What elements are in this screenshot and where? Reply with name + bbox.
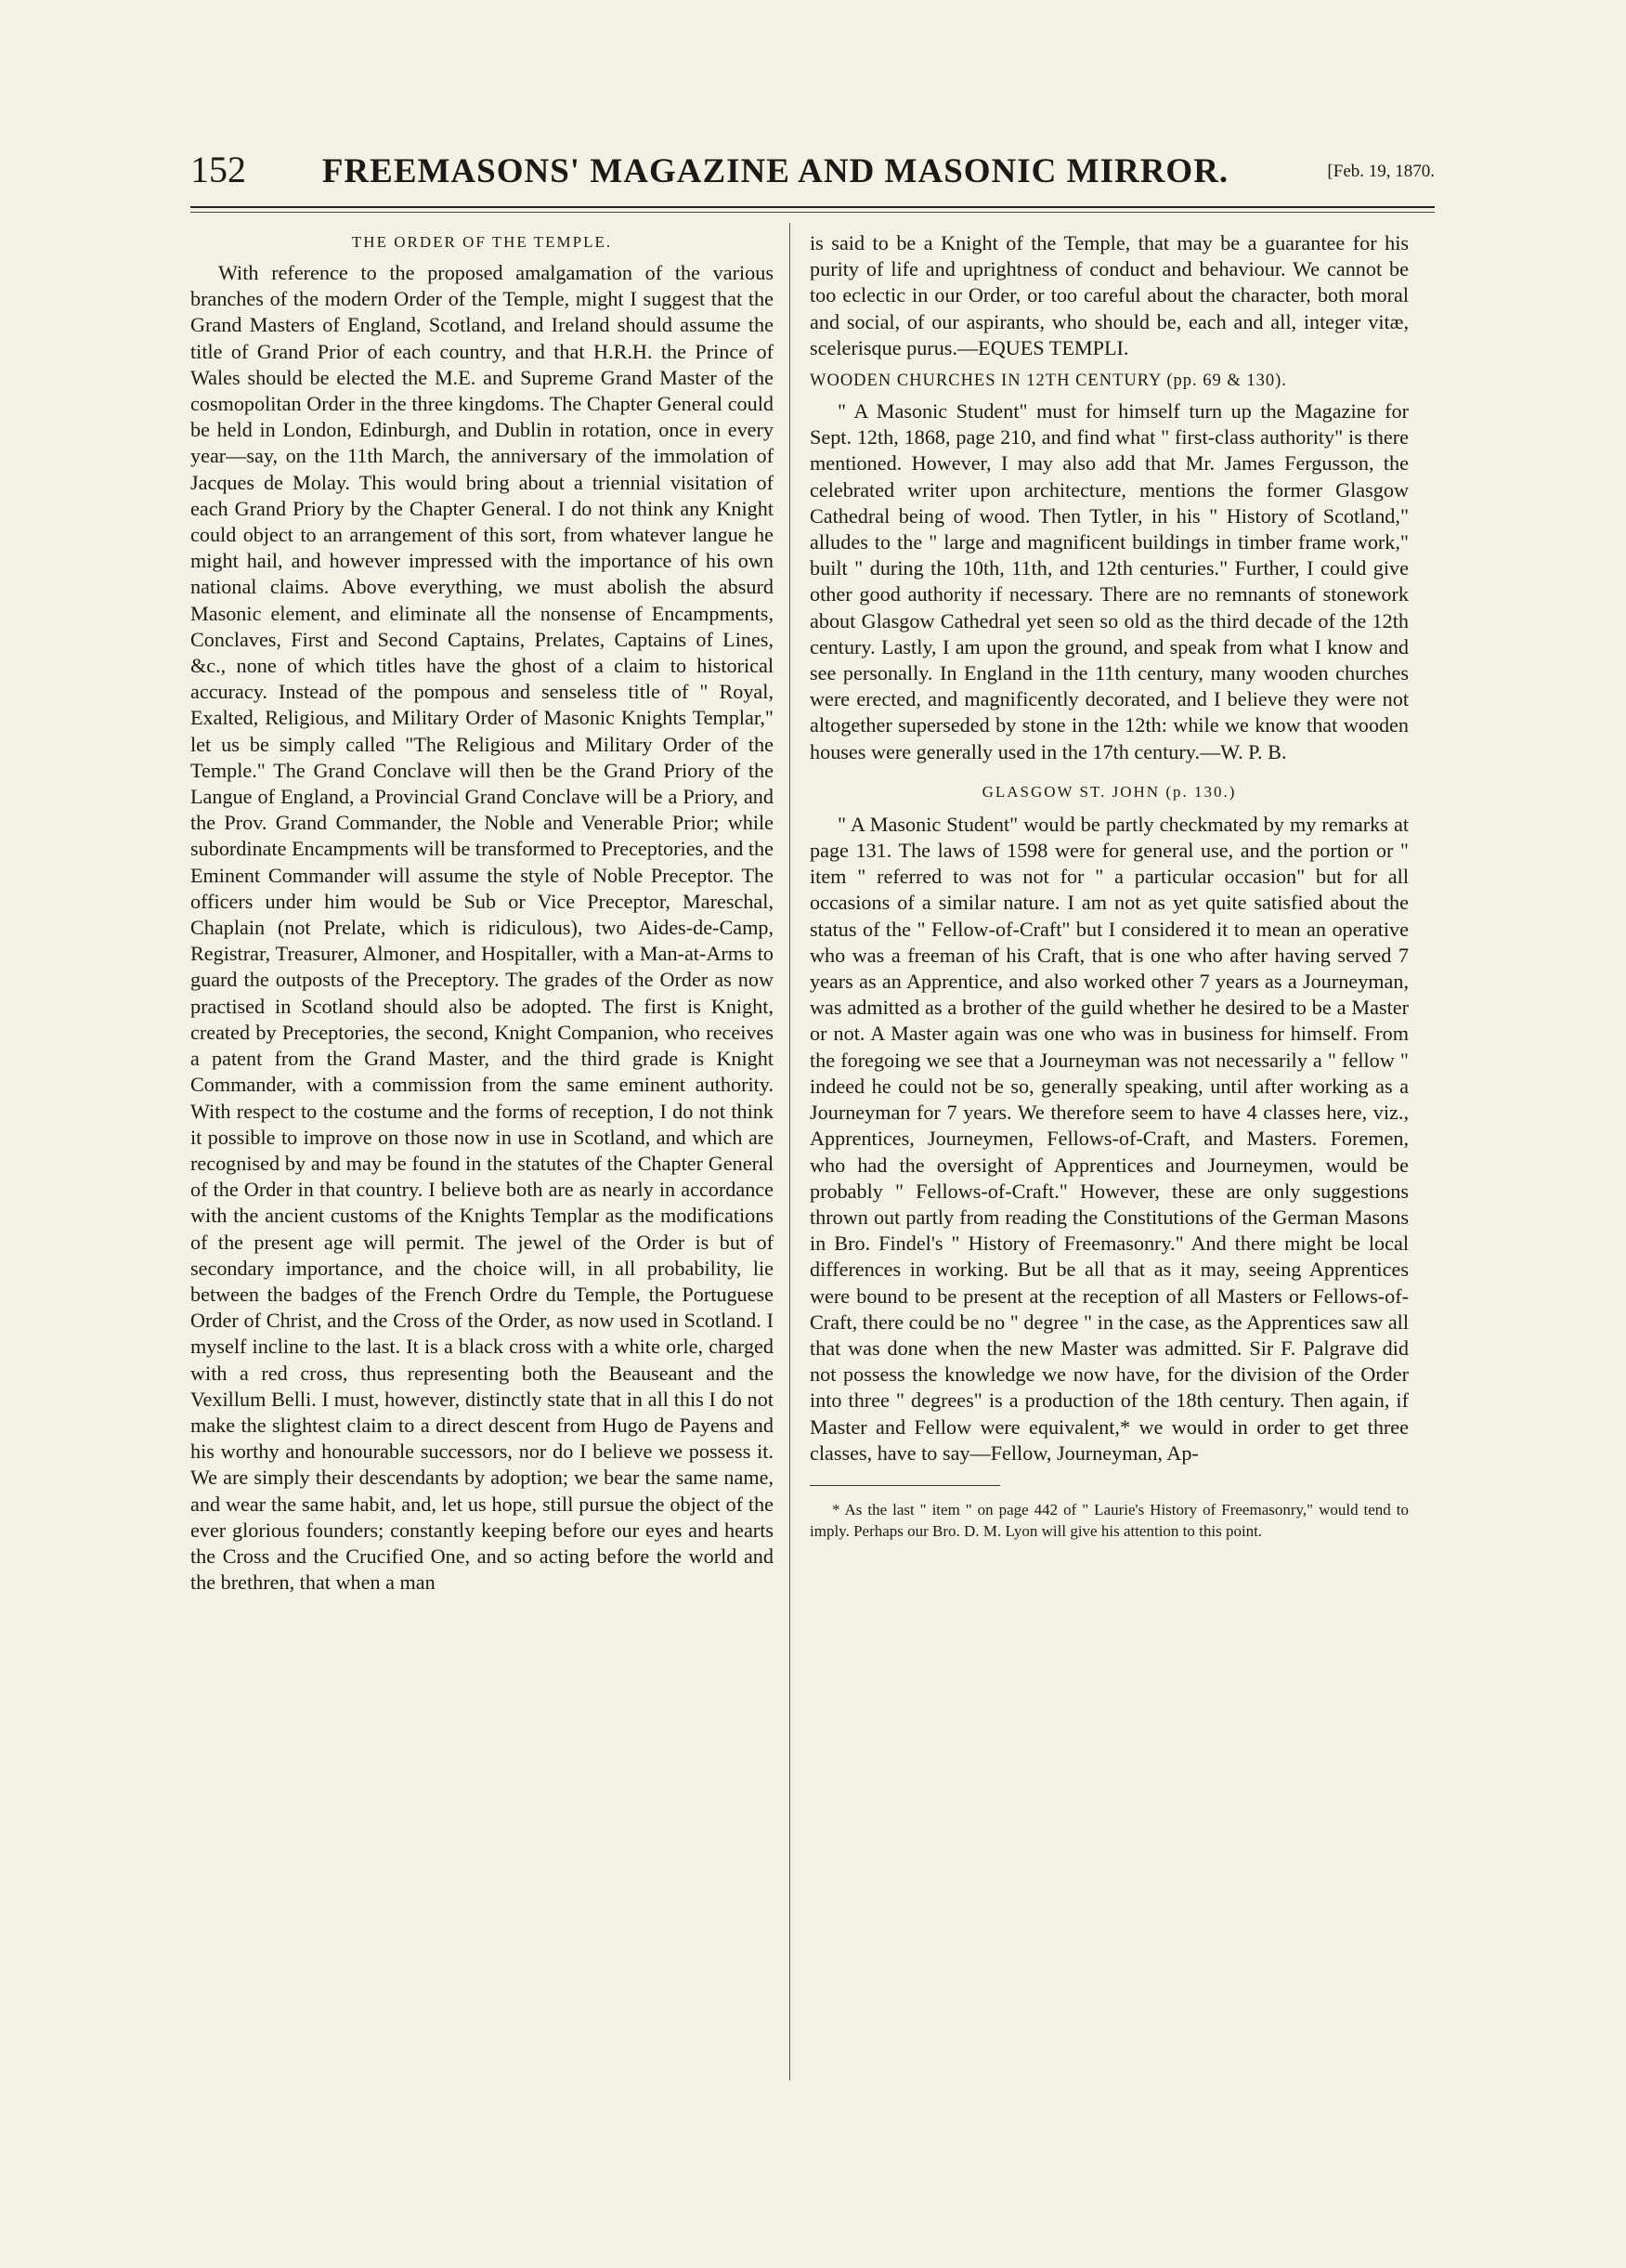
header-rule-thin xyxy=(190,212,1435,213)
footnote: * As the last " item " on page 442 of " Laurie's History of Freemasonry," would tend to imply. Perhaps our Bro. D. M. Lyon will give his attention to this point. xyxy=(810,1500,1409,1540)
article-body-order-of-temple: With reference to the proposed amalgamation of the various branches of the modern Order of the Temple, might I suggest that the Grand Masters of England, Scotland, and Ireland should assume the title of Grand Prior of each country, and that H.R.H. the Prince of Wales should be elected the M.E. and Supreme Grand Master of the cosmopolitan Order in the three kingdoms. The Chapter General could be held in London, Edinburgh, and Dublin in rotation, once in every year—say, on the 11th March, the anniversary of the immolation of Jacques de Molay. This would bring about a triennial visitation of each Grand Priory by the Chapter General. I do not think any Knight could object to an arrangement of this sort, from whatever langue he might hail, and however impressed with the importance of his own national claims. Above everything, we must abolish the absurd Masonic element, and eliminate all the nonsense of Encampments, Conclaves, First and Second Captains, Prelates, Captains of Lines, &c., none of which titles have the ghost of a claim to historical accuracy. Instead of the pompous and senseless title of " Royal, Exalted, Religious, and Military Order of Masonic Knights Templar," let us be simply called "The Religious and Military Order of the Temple." The Grand Conclave will then be the Grand Priory of the Langue of England, a Provincial Grand Conclave will be a Priory, and the Prov. Grand Commander, the Noble and Venerable Prior; while subordinate Encampments will be transformed to Preceptories, and the Eminent Commander will assume the style of Noble Preceptor. The officers under him would be Sub or Vice Preceptor, Mareschal, Chaplain (not Prelate, which is ridiculous), two Aides-de-Camp, Registrar, Treasurer, Almoner, and Hospitaller, with a Man-at-Arms to guard the outposts of the Preceptory. The grades of the Order as now practised in Scotland should also be adopted. The first is Knight, created by Preceptories, the second, Knight Companion, who receives a patent from the Grand Master, and the third grade is Knight Commander, with a commission from the same eminent authority. With respect to the costume and the forms of reception, I do not think it possible to improve on those now in use in Scotland, and which are recognised by and may be found in the statutes of the Chapter General of the Order in that country. I believe both are as nearly in accordance with the ancient customs of the Knights Templar as the modifications of the present age will permit. The jewel of the Order is but of secondary importance, and the choice will, in all probability, lie between the badges of the French Ordre du Temple, the Portuguese Order of Christ, and the Cross of the Order, as now used in Scotland. I myself incline to the last. It is a black cross with a white orle, charged with a red cross, thus representing both the Beauseant and the Vexillum Belli. I must, however, distinctly state that in all this I do not make the slightest claim to a direct descent from Hugo de Payens and his worthy and honourable successors, nor do I believe we possess it. We are simply their descendants by adoption; we bear the same name, and wear the same habit, and, let us hope, still pursue the object of the ever glorious founders; constantly keeping before our eyes and hearts the Cross and the Crucified One, and so acting before the world and the brethren, that when a man xyxy=(190,261,774,1595)
issue-date: [Feb. 19, 1870. xyxy=(1327,162,1435,181)
magazine-title: FREEMASONS' MAGAZINE AND MASONIC MIRROR. xyxy=(321,152,1229,190)
article-title-glasgow-st-john: GLASGOW ST. JOHN (p. 130.) xyxy=(982,782,1237,801)
article-title-order-of-temple: THE ORDER OF THE TEMPLE. xyxy=(351,233,613,251)
column-divider xyxy=(789,223,790,2080)
article-continuation-order-of-temple: is said to be a Knight of the Temple, that may be a guarantee for his purity of life and uprightness of conduct and behaviour. We cannot be too eclectic in our Order, or too careful about the character, both moral and social, of our aspirants, who should be, each and all, integer vitæ, scelerisque purus.—EQUES TEMPLI. xyxy=(810,231,1409,359)
footnote-rule xyxy=(810,1485,1000,1486)
page-header xyxy=(190,149,1435,195)
right-column xyxy=(810,230,1409,1542)
left-column xyxy=(190,230,774,1596)
article-title-wooden-churches: WOODEN CHURCHES IN 12TH CENTURY (pp. 69 & 130). xyxy=(810,371,1287,391)
article-body-wooden-churches: " A Masonic Student" must for himself turn up the Magazine for Sept. 12th, 1868, page 210, and find what " first-class authority" is there mentioned. However, I may also add that Mr. James Fergusson, the celebrated writer upon architecture, mentions the former Glasgow Cathedral being of wood. Then Tytler, in his " History of Scotland," alludes to the " large and magnificent buildings in timber frame work," built " during the 10th, 11th, and 12th centuries." Further, I could give other good authority if necessary. There are no remnants of stonework about Glasgow Cathedral yet seen so old as the third decade of the 12th century. Lastly, I am upon the ground, and speak from what I know and see personally. In England in the 11th century, many wooden churches were erected, and magnificently decorated, and I believe they were not altogether superseded by stone in the 12th: while we know that wooden houses were generally used in the 17th century.—W. P. B. xyxy=(810,399,1409,763)
page-number: 152 xyxy=(190,149,246,190)
header-rule xyxy=(190,206,1435,208)
article-body-glasgow-st-john: " A Masonic Student" would be partly checkmated by my remarks at page 131. The laws of 1598 were for general use, and the portion or " item " referred to was not for " a particular occasion" but for all occasions of a similar nature. I am not as yet quite satisfied about the status of the " Fellow-of-Craft" but I considered it to mean an operative who was a freeman of his Craft, that is one who after having served 7 years as an Apprentice, and also worked other 7 years as a Journeyman, was admitted as a brother of the guild whether he desired to be a Master or not. A Master again was one who was in business for himself. From the foregoing we see that a Journeyman was not necessarily a " fellow " indeed he could not be so, generally speaking, until after working as a Journeyman for 7 years. We therefore seem to have 4 classes here, viz., Apprentices, Journeymen, Fellows-of-Craft, and Masters. Foremen, who had the oversight of Apprentices and Journeymen, would be probably " Fellows-of-Craft." However, these are only suggestions thrown out partly from reading the Constitutions of the German Masons in Bro. Findel's " History of Freemasonry." And there might be local differences in working. But be all that as it may, seeing Apprentices were bound to be present at the reception of all Masters or Fellows-of-Craft, there could be no " degree " in the case, as the Apprentices saw all that was done when the new Master was admitted. Sir F. Palgrave did not possess the knowledge we now have, for the division of the Order into three " degrees" is a production of the 18th century. Then again, if Master and Fellow were equivalent,* we would in order to get three classes, have to say—Fellow, Journeyman, Ap- xyxy=(810,812,1409,1465)
